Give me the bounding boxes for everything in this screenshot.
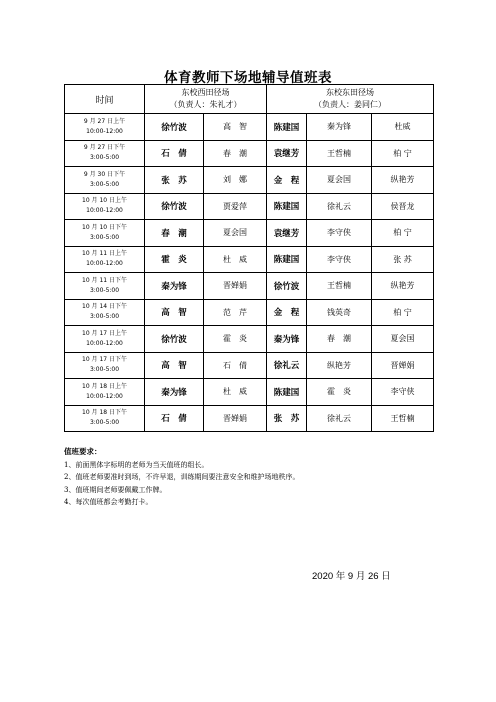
time-cell	[65, 379, 145, 406]
header-east-site	[267, 85, 434, 114]
slot-text: 10:00-12:00	[86, 392, 123, 400]
table-body	[65, 114, 434, 432]
requirement-item: 3、值班期间老师要佩戴工作牌。	[64, 485, 167, 494]
date-text: 9 月 27 日下午	[83, 144, 126, 152]
slot-text: 3:00-5:00	[89, 286, 120, 294]
table-row	[65, 405, 434, 432]
table-row	[65, 352, 434, 379]
west-member: 春 潮	[204, 140, 267, 167]
west-member: 霍 炎	[204, 326, 267, 353]
slot-text: 3:00-5:00	[89, 313, 120, 321]
slot-text: 3:00-5:00	[89, 154, 120, 162]
east-member-2: 张 苏	[372, 246, 434, 273]
east-member-1: 徐礼云	[307, 405, 372, 432]
table-row	[65, 167, 434, 194]
east-leader: 张 苏	[267, 405, 307, 432]
west-member: 石 倩	[204, 352, 267, 379]
west-member: 晋婵娟	[204, 405, 267, 432]
east-member-2: 纵艳芳	[372, 167, 434, 194]
slot-text: 10:00-12:00	[86, 260, 123, 268]
east-member-2: 柏 宁	[372, 299, 434, 326]
date-text: 10 月 18 日下午	[82, 409, 127, 417]
header-west-site	[145, 85, 267, 114]
east-leader: 秦为锋	[267, 326, 307, 353]
west-member: 夏会国	[204, 220, 267, 247]
date-text: 10 月 10 日下午	[82, 223, 127, 231]
east-member-1: 霍 炎	[307, 379, 372, 406]
date-text: 10 月 18 日上午	[82, 382, 127, 390]
west-leader: 徐竹波	[145, 114, 204, 141]
east-member-1: 徐礼云	[307, 193, 372, 220]
table-row	[65, 246, 434, 273]
east-leader: 袁继芳	[267, 140, 307, 167]
time-cell	[65, 140, 145, 167]
east-member-2: 李守侠	[372, 379, 434, 406]
time-cell	[65, 326, 145, 353]
table-row	[65, 140, 434, 167]
east-site-lead: （负责人：姜同仁）	[314, 100, 386, 109]
slot-text: 10:00-12:00	[86, 127, 123, 135]
east-leader: 徐竹波	[267, 273, 307, 300]
table-row	[65, 326, 434, 353]
requirement-item: 4、每次值班都会考勤打卡。	[64, 498, 153, 506]
table-header-row	[65, 85, 434, 114]
west-leader: 高 智	[145, 299, 204, 326]
west-member: 贾爱萍	[204, 193, 267, 220]
west-member: 杜 威	[204, 379, 267, 406]
east-member-1: 王哲楠	[307, 273, 372, 300]
west-leader: 张 苏	[145, 167, 204, 194]
east-member-2: 夏会国	[372, 326, 434, 353]
requirements	[64, 446, 299, 509]
east-leader: 袁继芳	[267, 220, 307, 247]
date-text: 10 月 10 日上午	[82, 197, 127, 205]
slot-text: 3:00-5:00	[89, 419, 120, 427]
west-leader: 春 潮	[145, 220, 204, 247]
slot-text: 3:00-5:00	[89, 366, 120, 374]
time-cell	[65, 167, 145, 194]
east-member-1: 李守侠	[307, 246, 372, 273]
west-leader: 徐竹波	[145, 193, 204, 220]
east-leader: 金 程	[267, 299, 307, 326]
time-cell	[65, 299, 145, 326]
east-leader: 陈建国	[267, 246, 307, 273]
west-member: 范 芹	[204, 299, 267, 326]
east-member-2: 晋婵娟	[372, 352, 434, 379]
signature-date: 2020 年 9 月 26 日	[312, 571, 391, 582]
east-member-1: 王哲楠	[307, 140, 372, 167]
time-cell	[65, 405, 145, 432]
east-member-1: 李守侠	[307, 220, 372, 247]
requirement-item: 2、值班老师要准时到场，不许早退，训练期间要注意安全和维护场地秩序。	[64, 473, 300, 481]
table-row	[65, 193, 434, 220]
table-row	[65, 114, 434, 141]
east-leader: 陈建国	[267, 114, 307, 141]
west-leader: 徐竹波	[145, 326, 204, 353]
slot-text: 3:00-5:00	[89, 233, 120, 241]
header-time: 时间	[65, 85, 145, 114]
east-member-1: 纵艳芳	[307, 352, 372, 379]
east-leader: 陈建国	[267, 379, 307, 406]
east-leader: 金 程	[267, 167, 307, 194]
slot-text: 10:00-12:00	[86, 207, 123, 215]
west-leader: 秦为锋	[145, 379, 204, 406]
date-text: 9 月 27 日上午	[83, 117, 126, 125]
time-cell	[65, 273, 145, 300]
slot-text: 10:00-12:00	[86, 339, 123, 347]
east-member-1: 钱英奇	[307, 299, 372, 326]
east-leader: 陈建国	[267, 193, 307, 220]
east-site-name: 东校东田径场	[326, 88, 374, 97]
table-row	[65, 220, 434, 247]
east-member-2: 侯晋龙	[372, 193, 434, 220]
date-text: 9 月 30 日下午	[83, 170, 126, 178]
east-member-2: 纵艳芳	[372, 273, 434, 300]
table-row	[65, 273, 434, 300]
table-row	[65, 299, 434, 326]
west-member: 高 智	[204, 114, 267, 141]
requirements-title: 值班要求：	[64, 447, 102, 456]
east-member-2: 王哲楠	[372, 405, 434, 432]
date-text: 10 月 11 日上午	[82, 250, 127, 258]
document-title: 体育教师下场地辅导值班表	[164, 70, 332, 86]
east-member-2: 柏 宁	[372, 220, 434, 247]
west-leader: 高 智	[145, 352, 204, 379]
east-member-1: 春 潮	[307, 326, 372, 353]
date-text: 10 月 17 日下午	[82, 356, 127, 364]
east-member-2: 杜威	[372, 114, 434, 141]
east-leader: 徐礼云	[267, 352, 307, 379]
date-text: 10 月 14 日下午	[82, 303, 127, 311]
slot-text: 3:00-5:00	[89, 180, 120, 188]
date-text: 10 月 17 日上午	[82, 329, 127, 337]
west-site-name: 东校西田径场	[181, 88, 230, 97]
east-member-1: 秦为锋	[307, 114, 372, 141]
requirement-item: 1、前面黑体字标明的老师为当天值班的组长。	[64, 460, 209, 469]
west-leader: 霍 炎	[145, 246, 204, 273]
date-text: 10 月 11 日下午	[82, 276, 127, 284]
east-member-1: 夏会国	[307, 167, 372, 194]
table-row	[65, 379, 434, 406]
time-cell	[65, 220, 145, 247]
west-leader: 秦为锋	[145, 273, 204, 300]
time-cell	[65, 352, 145, 379]
time-cell	[65, 114, 145, 141]
west-site-lead: （负责人：朱礼才）	[169, 100, 242, 109]
east-member-2: 柏 宁	[372, 140, 434, 167]
west-leader: 石 倩	[145, 140, 204, 167]
time-cell	[65, 193, 145, 220]
west-member: 晋婵娟	[204, 273, 267, 300]
west-member: 刘 娜	[204, 167, 267, 194]
duty-table	[64, 84, 434, 432]
west-leader: 石 倩	[145, 405, 204, 432]
time-cell	[65, 246, 145, 273]
west-member: 杜 威	[204, 246, 267, 273]
